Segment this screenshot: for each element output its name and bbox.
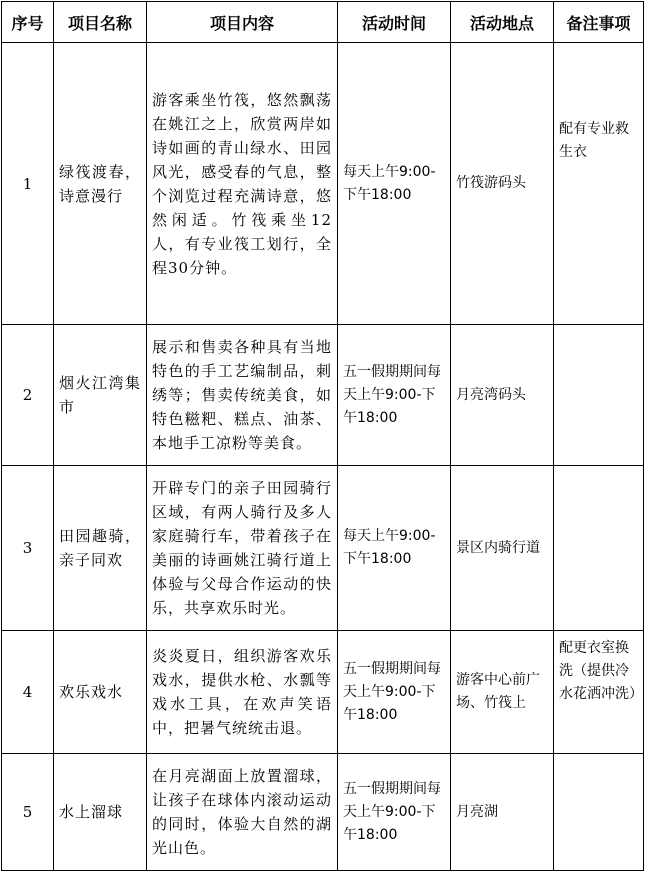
header-notes: 备注事项 [554, 2, 644, 43]
cell-index: 2 [2, 325, 54, 466]
header-activity-time: 活动时间 [338, 2, 451, 43]
cell-notes: 配有专业救生衣 [554, 43, 644, 325]
header-project-content: 项目内容 [147, 2, 338, 43]
cell-notes: 配更衣室换洗（提供冷水花洒冲洗） [554, 631, 644, 754]
cell-notes [554, 466, 644, 631]
cell-notes [554, 754, 644, 871]
table-row [2, 631, 644, 754]
cell-activity-location: 游客中心前广场、竹筏上 [451, 631, 554, 754]
cell-notes [554, 325, 644, 466]
cell-activity-location: 月亮湖 [451, 754, 554, 871]
cell-project-content: 炎炎夏日，组织游客欢乐戏水，提供水枪、水瓢等戏水工具，在欢声笑语中，把暑气统统击退。 [147, 631, 338, 754]
cell-activity-location: 月亮湾码头 [451, 325, 554, 466]
cell-activity-location: 景区内骑行道 [451, 466, 554, 631]
cell-project-name: 烟火江湾集市 [54, 325, 147, 466]
cell-activity-time: 五一假期期间每天上午9:00-下午18:00 [338, 754, 451, 871]
cell-activity-location: 竹筏游码头 [451, 43, 554, 325]
cell-project-content: 在月亮湖面上放置溜球，让孩子在球体内滚动运动的同时，体验大自然的湖光山色。 [147, 754, 338, 871]
table-row [2, 43, 644, 325]
header-index: 序号 [2, 2, 54, 43]
cell-index: 5 [2, 754, 54, 871]
cell-activity-time: 每天上午9:00-下午18:00 [338, 466, 451, 631]
header-row [2, 2, 644, 43]
cell-project-name: 绿筏渡春，诗意漫行 [54, 43, 147, 325]
cell-project-content: 游客乘坐竹筏，悠然飘荡在姚江之上，欣赏两岸如诗如画的青山绿水、田园风光，感受春的气息，整个浏览过程充满诗意，悠然闲适。竹筏乘坐12人，有专业筏工划行，全程30分钟。 [147, 43, 338, 325]
table-row [2, 325, 644, 466]
activity-table [1, 1, 644, 871]
cell-project-content: 展示和售卖各种具有当地特色的手工艺编制品，刺绣等；售卖传统美食，如特色糍粑、糕点、油茶、本地手工凉粉等美食。 [147, 325, 338, 466]
cell-project-name: 水上溜球 [54, 754, 147, 871]
cell-activity-time: 五一假期期间每天上午9:00-下午18:00 [338, 631, 451, 754]
table-row [2, 466, 644, 631]
cell-activity-time: 每天上午9:00-下午18:00 [338, 43, 451, 325]
table-row [2, 754, 644, 871]
cell-activity-time: 五一假期期间每天上午9:00-下午18:00 [338, 325, 451, 466]
cell-index: 3 [2, 466, 54, 631]
cell-project-content: 开辟专门的亲子田园骑行区域，有两人骑行及多人家庭骑行车，带着孩子在美丽的诗画姚江骑行道上体验与父母合作运动的快乐，共享欢乐时光。 [147, 466, 338, 631]
header-project-name: 项目名称 [54, 2, 147, 43]
header-activity-location: 活动地点 [451, 2, 554, 43]
cell-index: 4 [2, 631, 54, 754]
cell-project-name: 欢乐戏水 [54, 631, 147, 754]
cell-project-name: 田园趣骑，亲子同欢 [54, 466, 147, 631]
cell-index: 1 [2, 43, 54, 325]
